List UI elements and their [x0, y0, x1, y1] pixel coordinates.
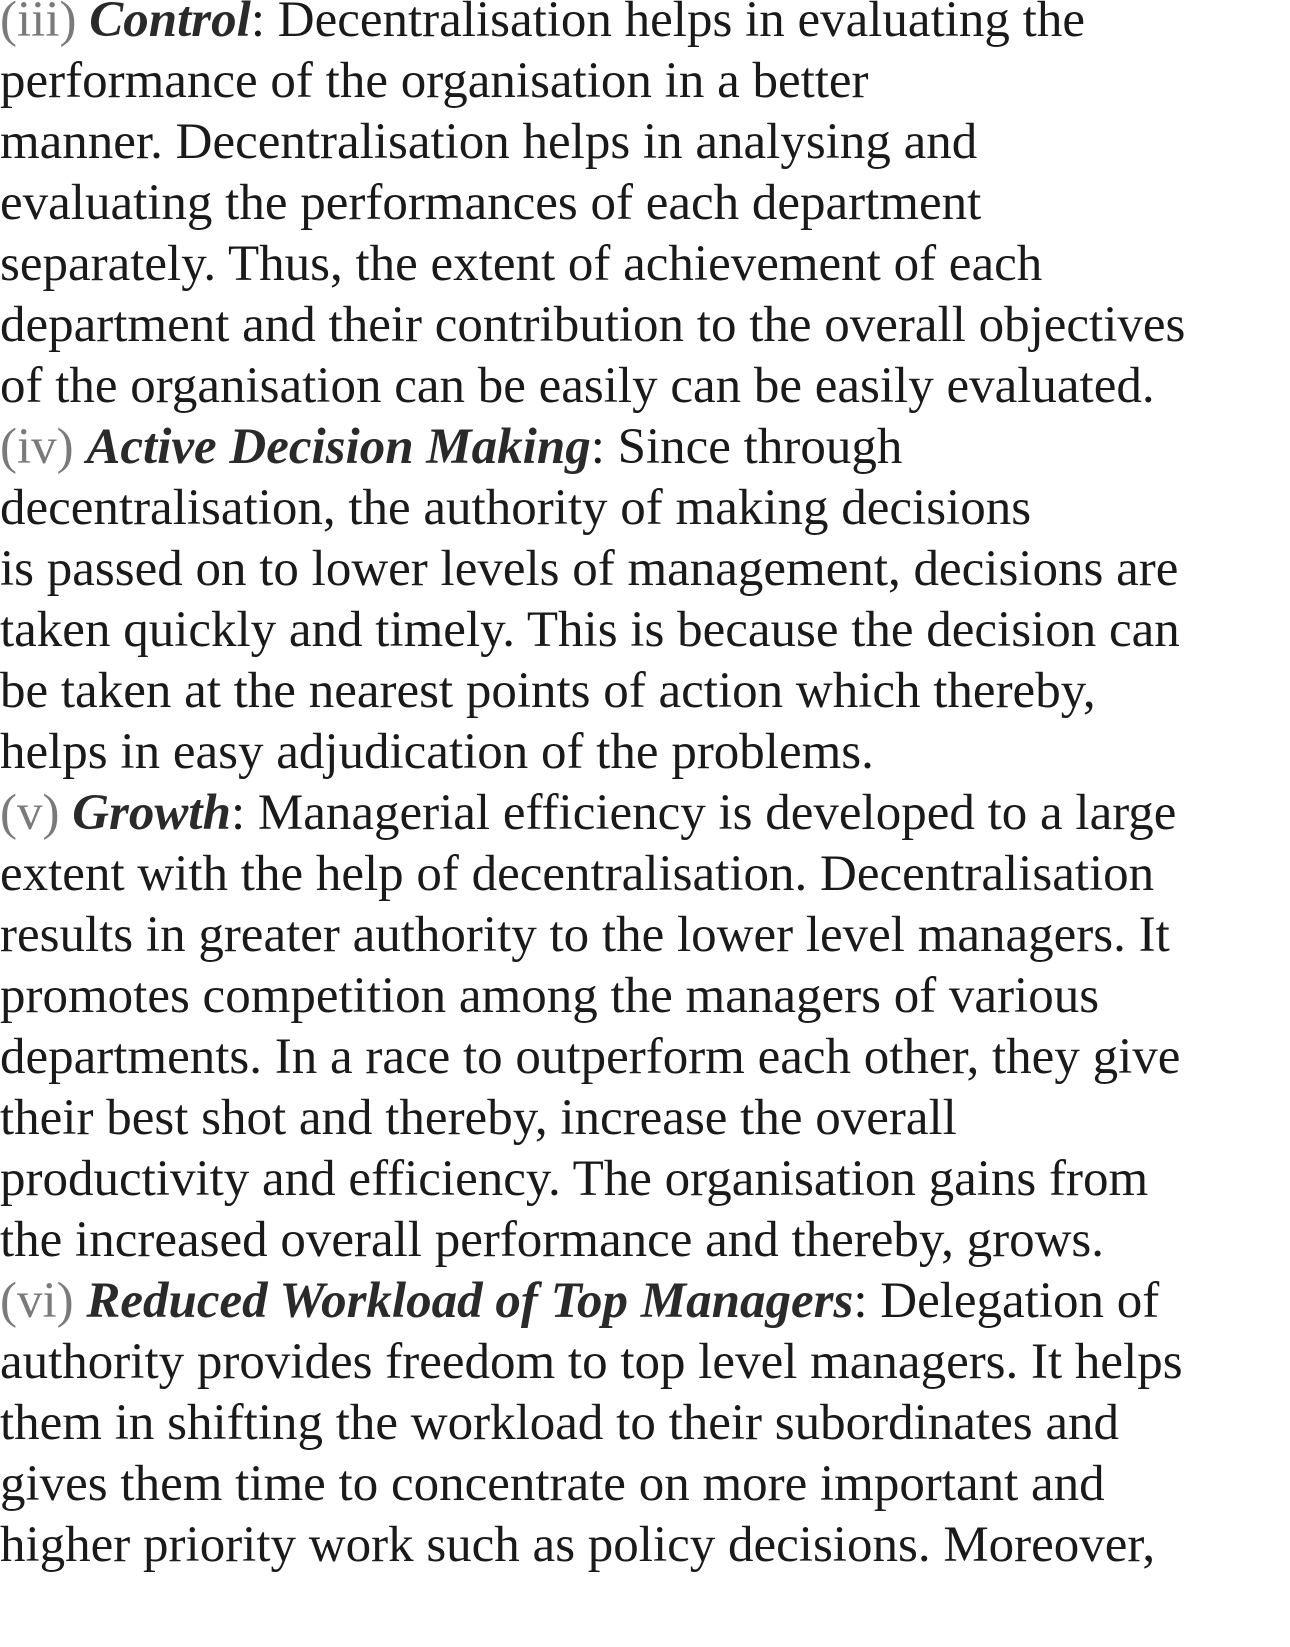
text-line: be taken at the nearest points of action which thereby, [0, 663, 1096, 719]
text-line: productivity and efficiency. The organisation gains from [0, 1151, 1149, 1207]
text-line: separately. Thus, the extent of achievement of each [0, 236, 1043, 292]
text-line: extent with the help of decentralisation. Decentralisation [0, 846, 1155, 902]
point-heading: Growth [72, 785, 231, 841]
text-line: evaluating the performances of each department [0, 175, 982, 231]
line-text: : Managerial efficiency is developed to a large [230, 785, 1177, 841]
text-line: the increased overall performance and thereby, grows. [0, 1212, 1105, 1268]
text-line: higher priority work such as policy decisions. Moreover, [0, 1517, 1156, 1573]
text-line: gives them time to concentrate on more important and [0, 1456, 1105, 1512]
text-line: decentralisation, the authority of making decisions [0, 480, 1032, 536]
point-iii [0, 0, 1290, 417]
point-v [0, 783, 1290, 1271]
point-numeral: (vi) [0, 1273, 74, 1329]
text-line [0, 0, 1290, 51]
text-line: manner. Decentralisation helps in analysing and [0, 114, 978, 170]
line-text: : Delegation of [853, 1273, 1160, 1329]
line-text: : Decentralisation helps in evaluating the [250, 0, 1085, 48]
text-line: performance of the organisation in a better [0, 53, 869, 109]
point-iv [0, 417, 1290, 783]
text-line: authority provides freedom to top level managers. It helps [0, 1334, 1183, 1390]
text-line: their best shot and thereby, increase the overall [0, 1090, 957, 1146]
text-line [0, 1271, 1290, 1332]
point-heading: Reduced Workload of Top Managers [86, 1273, 854, 1329]
text-line [0, 417, 1290, 478]
point-heading: Active Decision Making [86, 419, 591, 475]
point-heading: Control [89, 0, 251, 48]
line-text: : Since through [590, 419, 903, 475]
text-line: of the organisation can be easily can be easily evaluated. [0, 358, 1155, 414]
text-line [0, 783, 1290, 844]
text-line: promotes competition among the managers of various [0, 968, 1100, 1024]
point-numeral: (iii) [0, 0, 77, 48]
text-line: department and their contribution to the overall objectives [0, 297, 1186, 353]
text-line: taken quickly and timely. This is because the decision can [0, 602, 1180, 658]
text-line: helps in easy adjudication of the problems. [0, 724, 874, 780]
point-vi [0, 1271, 1290, 1576]
point-numeral: (v) [0, 785, 60, 841]
text-line: is passed on to lower levels of management, decisions are [0, 541, 1179, 597]
text-line: results in greater authority to the lower level managers. It [0, 907, 1170, 963]
point-numeral: (iv) [0, 419, 74, 475]
text-line: departments. In a race to outperform each other, they give [0, 1029, 1181, 1085]
text-line: them in shifting the workload to their subordinates and [0, 1395, 1119, 1451]
